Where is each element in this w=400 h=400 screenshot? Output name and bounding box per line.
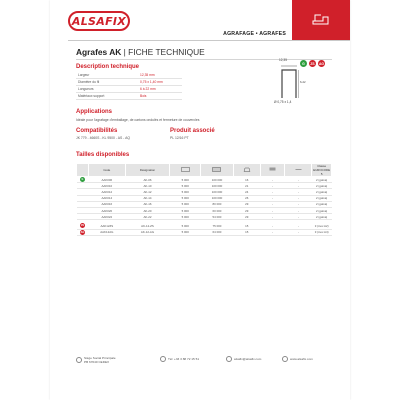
phone-text: Tél: +33 3 88 72 15 51 bbox=[168, 357, 200, 361]
cell-carton-qty: 100 000 bbox=[201, 177, 234, 183]
cell-extra: - bbox=[285, 229, 312, 235]
spec-value: 12,35 mm bbox=[138, 72, 182, 79]
cell-eurocode: 2 (galva) bbox=[312, 195, 332, 201]
cell-box-qty: 5 000 bbox=[170, 189, 201, 195]
col-carton-qty bbox=[201, 164, 234, 177]
cell-extra: - bbox=[285, 195, 312, 201]
cell-code: AAK016 bbox=[88, 201, 125, 207]
spec-value: 6 à 22 mm bbox=[138, 86, 182, 93]
box-icon bbox=[181, 167, 190, 172]
cell-pallet: - bbox=[260, 229, 285, 235]
cell-eurocode: 2 (galva) bbox=[312, 214, 332, 220]
title-suffix: | FICHE TECHNIQUE bbox=[123, 47, 205, 57]
cell-extra: - bbox=[285, 223, 312, 229]
cell-eurocode: 2 (galva) bbox=[312, 207, 332, 213]
cell-weight: 21 bbox=[233, 183, 260, 189]
datasheet-page bbox=[50, 0, 350, 400]
spec-row bbox=[76, 93, 182, 100]
applications-heading: Applications bbox=[76, 109, 113, 115]
contact-email[interactable] bbox=[226, 356, 261, 362]
col-extra bbox=[285, 164, 312, 177]
cell-box-qty: 5 000 bbox=[170, 195, 201, 201]
cell-code: AAK012 bbox=[88, 189, 125, 195]
cell-eurocode: 2 (galva) bbox=[312, 189, 332, 195]
finish-badges bbox=[300, 60, 325, 67]
cell-code: AAK022 bbox=[88, 214, 125, 220]
cell-weight: 24 bbox=[233, 189, 260, 195]
cell-pallet: - bbox=[260, 207, 285, 213]
cell-carton-qty: 100 000 bbox=[201, 183, 234, 189]
cell-extra: - bbox=[285, 183, 312, 189]
location-icon bbox=[76, 357, 82, 363]
cell-code: AAK12ZS bbox=[88, 223, 125, 229]
web-text[interactable]: www.alsafix.com bbox=[290, 357, 313, 361]
cell-code: AAK006 bbox=[88, 177, 125, 183]
page-title bbox=[76, 47, 205, 57]
cell-code: AAK014 bbox=[88, 195, 125, 201]
spec-label: Longueurs bbox=[76, 86, 138, 93]
logo-text: ALSAFIX bbox=[71, 14, 127, 28]
sizes-header-row bbox=[77, 164, 332, 177]
cell-designation: AK-14 bbox=[125, 195, 170, 201]
ag-dot: AG bbox=[80, 230, 85, 234]
col-box-qty bbox=[170, 164, 201, 177]
cell-carton-qty: 100 000 bbox=[201, 195, 234, 201]
contact-phone bbox=[160, 356, 199, 362]
category-label: AGRAFAGE • AGRAFES bbox=[223, 31, 286, 37]
cell-box-qty: 5 000 bbox=[170, 229, 201, 235]
cell-eurocode: 2 (galva) bbox=[312, 183, 332, 189]
spec-value: 0,75 x 1,40 mm bbox=[138, 79, 182, 86]
col-eurocode: Classe EUROCODE 5 bbox=[313, 164, 330, 176]
cell-box-qty: 5 000 bbox=[170, 201, 201, 207]
address-text: Siège Social Principale PB 67040 CEDEX bbox=[84, 356, 116, 364]
cell-designation: AK-16 bbox=[125, 201, 170, 207]
cell-carton-qty: 100 000 bbox=[201, 189, 234, 195]
spec-value: Bois bbox=[138, 93, 182, 100]
cell-box-qty: 5 000 bbox=[170, 207, 201, 213]
cell-designation: AK-20 bbox=[125, 207, 170, 213]
zs-dot: ZS bbox=[80, 224, 84, 228]
cell-extra: - bbox=[285, 214, 312, 220]
contact-bar bbox=[76, 356, 332, 370]
length-icon bbox=[295, 167, 302, 172]
spec-label: Diamètre du fil bbox=[76, 79, 138, 86]
header-accent-block bbox=[292, 0, 350, 40]
cell-extra: - bbox=[285, 177, 312, 183]
header-divider bbox=[68, 40, 350, 41]
cell-carton-qty: 75 000 bbox=[201, 223, 234, 229]
alsafix-logo bbox=[68, 11, 130, 31]
description-heading: Description technique bbox=[76, 64, 140, 70]
cell-code: AAK020 bbox=[88, 207, 125, 213]
cell-designation: AK-12-ZS bbox=[125, 223, 170, 229]
cell-code: AAK010 bbox=[88, 183, 125, 189]
cell-eurocode: 2 (galva) bbox=[312, 177, 332, 183]
cell-pallet: - bbox=[260, 183, 285, 189]
col-pallet bbox=[260, 164, 285, 177]
sizes-heading: Tailles disponibles bbox=[76, 152, 130, 158]
applications-text: Idéale pour l'agrafage d'emballage, de cartons ondulés et fermeture de couvercles bbox=[76, 118, 200, 122]
cell-carton-qty: 60 000 bbox=[201, 207, 234, 213]
cell-carton-qty: 80 000 bbox=[201, 201, 234, 207]
cell-weight: 29 bbox=[233, 214, 260, 220]
cell-extra: - bbox=[285, 189, 312, 195]
cell-eurocode: 3 (inox A2) bbox=[312, 223, 332, 229]
email-icon bbox=[226, 356, 232, 362]
zs-badge: ZS bbox=[310, 61, 315, 66]
cell-box-qty: 5 000 bbox=[170, 177, 201, 183]
phone-icon bbox=[160, 356, 166, 362]
cell-box-qty: 5 000 bbox=[170, 214, 201, 220]
galva-badge: G bbox=[300, 60, 307, 67]
product-text: PL 12/16 PT bbox=[170, 136, 189, 140]
sizes-body bbox=[77, 177, 332, 236]
galva-dot: G bbox=[81, 178, 84, 182]
col-designation: Désignation bbox=[125, 164, 170, 177]
cell-designation: AK-12 bbox=[125, 189, 170, 195]
weight-icon bbox=[243, 167, 251, 172]
cell-box-qty: 5 000 bbox=[170, 223, 201, 229]
email-text[interactable]: alsafix@alsafix.com bbox=[234, 357, 262, 361]
cell-box-qty: 5 000 bbox=[170, 183, 201, 189]
cell-pallet: - bbox=[260, 223, 285, 229]
cell-eurocode: 2 (galva) bbox=[312, 201, 332, 207]
spec-row bbox=[76, 86, 182, 93]
spec-label: Matériaux support bbox=[76, 93, 138, 100]
cell-designation: AK-06 bbox=[125, 177, 170, 183]
sizes-table bbox=[76, 163, 332, 236]
cell-designation: AK-12-AG bbox=[125, 229, 170, 235]
cell-pallet: - bbox=[260, 177, 285, 183]
product-heading: Produit associé bbox=[170, 128, 215, 134]
contact-web[interactable] bbox=[282, 356, 313, 362]
spec-row bbox=[76, 79, 182, 86]
cell-code: AAK12AG bbox=[88, 229, 125, 235]
title-rule bbox=[76, 59, 332, 60]
cell-weight: 16 bbox=[233, 177, 260, 183]
cell-weight: 29 bbox=[233, 201, 260, 207]
cell-designation: AK-22 bbox=[125, 214, 170, 220]
cell-carton-qty: 54 000 bbox=[201, 214, 234, 220]
col-badge bbox=[77, 164, 89, 177]
compat-text: JK 779 - 4660S - KL 9500 - AS - AQ bbox=[76, 136, 130, 140]
wire-diameter-label: Ø 0,75 x 1,4 bbox=[274, 100, 292, 104]
cell-designation: AK-10 bbox=[125, 183, 170, 189]
cell-carton-qty: 64 000 bbox=[201, 229, 234, 235]
table-row bbox=[77, 229, 332, 235]
compat-heading: Compatibilités bbox=[76, 128, 118, 134]
cell-eurocode: 3 (inox A4) bbox=[312, 229, 332, 235]
globe-icon bbox=[282, 356, 288, 362]
spec-label: Largeur bbox=[76, 72, 138, 79]
cell-extra: - bbox=[285, 207, 312, 213]
title-product: Agrafes AK bbox=[76, 47, 122, 57]
cell-pallet: - bbox=[260, 201, 285, 207]
cell-pallet: - bbox=[260, 189, 285, 195]
staple-width-label: 12,35 bbox=[279, 58, 287, 62]
cell-weight: 29 bbox=[233, 207, 260, 213]
carton-icon bbox=[212, 167, 221, 172]
cell-weight: 26 bbox=[233, 195, 260, 201]
spec-table bbox=[76, 72, 182, 100]
cell-pallet: - bbox=[260, 195, 285, 201]
col-weight bbox=[233, 164, 260, 177]
staple-length-label: 6-22 bbox=[300, 80, 306, 84]
ag-badge: AG bbox=[318, 61, 325, 66]
cell-extra: - bbox=[285, 201, 312, 207]
col-code: Code bbox=[88, 164, 125, 177]
pallet-icon bbox=[269, 167, 276, 172]
row-badge-cell bbox=[77, 229, 89, 235]
cell-weight: 15 bbox=[233, 223, 260, 229]
cell-weight: 15 bbox=[233, 229, 260, 235]
staple-tool-icon bbox=[312, 12, 330, 26]
contact-address bbox=[76, 356, 116, 364]
cell-pallet: - bbox=[260, 214, 285, 220]
